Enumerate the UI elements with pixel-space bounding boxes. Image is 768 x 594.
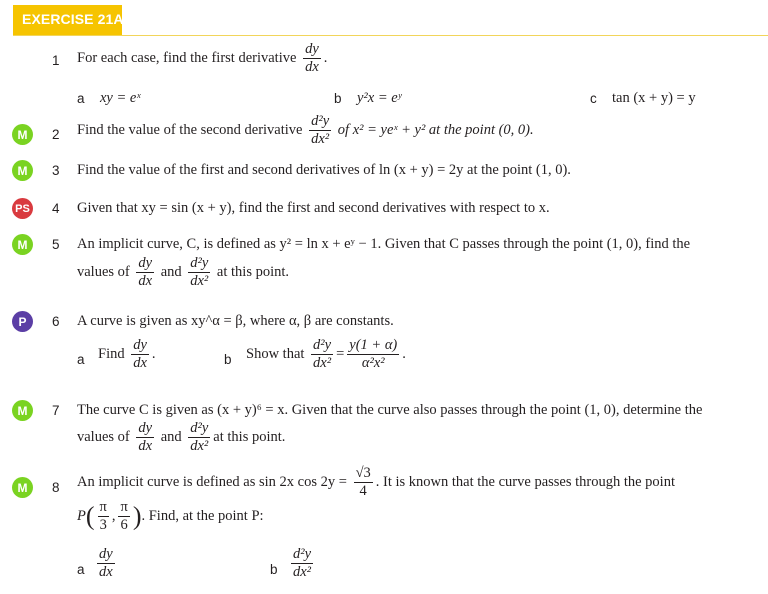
- badge-ps: PS: [12, 198, 33, 219]
- question-8-line2: P( $\frac{\pi}{3}$ , $\frac{\pi}{6}$ ). Find, at the point P:: [77, 499, 264, 534]
- badge-m: M: [12, 124, 33, 145]
- question-8-part-b: $\frac{\text{d²y}}{\text{dx²}}$: [293, 546, 312, 581]
- question-7-line1: The curve C is given as (x + y)⁶ = x. Given that the curve also passes through the point (1, 0), determine the: [77, 402, 703, 418]
- part-label-c: c: [590, 91, 597, 106]
- question-number: 8: [52, 480, 60, 495]
- badge-m: M: [12, 477, 33, 498]
- question-8-part-a: $\frac{dy}{dx}$: [99, 546, 113, 581]
- question-text: For each case, find the first derivative $\frac{dy}{dx}$ .: [77, 41, 328, 76]
- question-5-line2: values of $\frac{dy}{dx}$ and $\frac{\text{d²y}}{\text{dx²}}$ at this point.: [77, 255, 290, 290]
- question-2-text: Find the value of the second derivative $\frac{\text{d²y}}{\text{dx²}}$ of x² = yeˣ + y² at the point (0, 0).: [77, 113, 534, 148]
- header-divider: [13, 35, 768, 36]
- badge-m: M: [12, 160, 33, 181]
- part-math-a: xy = eˣ: [100, 90, 141, 106]
- question-8-line1: An implicit curve is defined as sin 2x cos 2y = $\frac{√3}{4}$ . It is known that the curve passes through the point: [77, 465, 675, 500]
- part-label-b: b: [224, 352, 232, 367]
- question-6-part-b: Show that $\frac{\text{d²y}}{\text{dx²}}$ = $\frac{y(1 + \alpha)}{\text{α²x²}}$ .: [246, 337, 406, 372]
- question-7-line2: values of $\frac{dy}{dx}$ and $\frac{\text{d²y}}{\text{dx²}}$ at this point.: [77, 420, 286, 455]
- badge-m: M: [12, 234, 33, 255]
- question-6-text: A curve is given as xy^α = β, where α, β are constants.: [77, 313, 394, 329]
- question-5-line1: An implicit curve, C, is defined as y² = ln x + eʸ − 1. Given that C passes through the point (1, 0), find the: [77, 236, 691, 252]
- question-number: 2: [52, 127, 60, 142]
- exercise-title: EXERCISE 21A: [22, 11, 124, 27]
- part-math-c: tan (x + y) = y: [612, 90, 696, 106]
- question-number: 1: [52, 53, 60, 68]
- part-label-b: b: [270, 562, 278, 577]
- question-3-text: Find the value of the first and second derivatives of ln (x + y) = 2y at the point (1, 0).: [77, 162, 571, 178]
- question-number: 3: [52, 163, 60, 178]
- question-number: 7: [52, 403, 60, 418]
- question-4-text: Given that xy = sin (x + y), find the first and second derivatives with respect to x.: [77, 200, 550, 216]
- badge-p: P: [12, 311, 33, 332]
- question-number: 5: [52, 237, 60, 252]
- part-label-b: b: [334, 91, 342, 106]
- badge-m: M: [12, 400, 33, 421]
- part-label-a: a: [77, 352, 85, 367]
- part-label-a: a: [77, 562, 85, 577]
- question-number: 4: [52, 201, 60, 216]
- part-math-b: y²x = eʸ: [357, 90, 402, 106]
- question-number: 6: [52, 314, 60, 329]
- question-6-part-a: Find $\frac{dy}{dx}$ .: [98, 337, 156, 372]
- part-label-a: a: [77, 91, 85, 106]
- derivative-fraction: $\frac{dy}{dx}$: [305, 41, 319, 76]
